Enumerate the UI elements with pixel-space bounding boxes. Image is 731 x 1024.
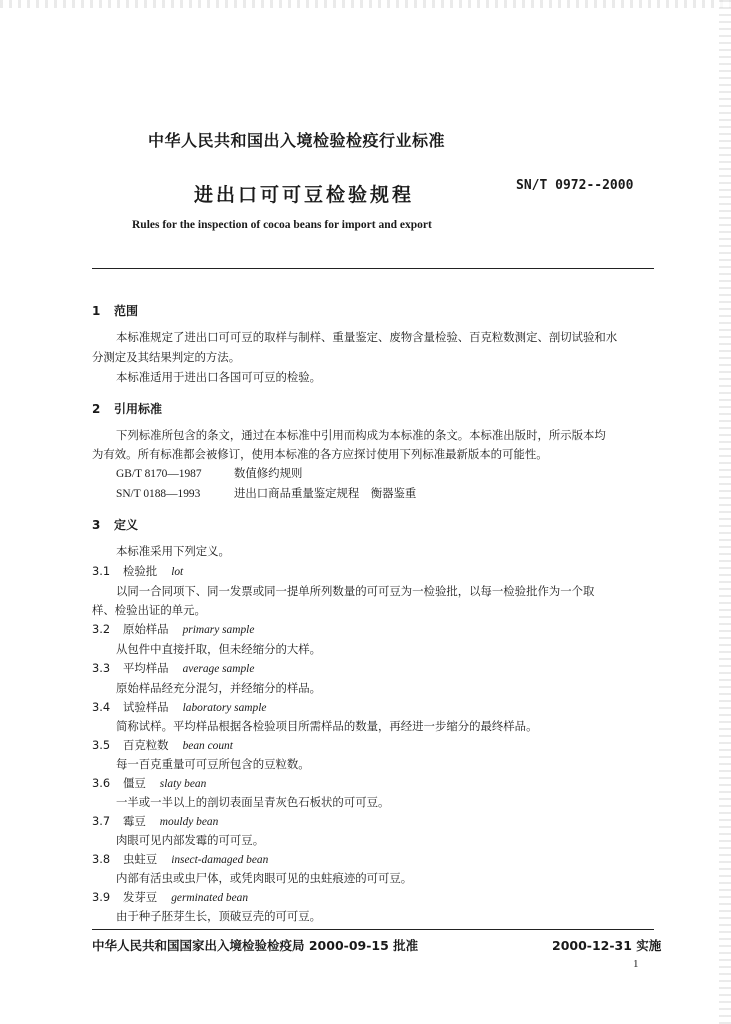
term-en: laboratory sample — [182, 702, 267, 714]
agency-header: 中华人民共和国出入境检验检疫行业标准 — [148, 131, 446, 150]
section-title: 引用标准 — [114, 402, 163, 416]
term-3-3 — [92, 663, 254, 675]
footer-rule — [92, 929, 654, 930]
reference-item — [116, 468, 302, 480]
term-en: slaty bean — [159, 778, 207, 790]
term-zh: 检验批 — [123, 564, 158, 578]
term-3-5 — [92, 740, 233, 752]
header-rule — [92, 268, 654, 269]
section-1-paragraph-line: 本标准规定了进出口可可豆的取样与制样、重量鉴定、废物含量检验、百克粒数测定、剖切试验和水 — [116, 330, 618, 344]
term-zh: 虫蛀豆 — [123, 852, 158, 866]
term-en: primary sample — [182, 624, 255, 636]
scan-edge-right — [719, 0, 731, 1024]
term-3-8 — [92, 854, 268, 866]
reference-code: GB/T 8170—1987 — [116, 468, 202, 480]
standard-number: SN/T 0972--2000 — [516, 178, 634, 193]
term-number: 3.2 — [92, 622, 111, 636]
section-title: 定义 — [114, 518, 139, 532]
reference-item — [116, 488, 416, 500]
term-zh: 原始样品 — [123, 622, 169, 636]
section-2-paragraph-line: 下列标准所包含的条文，通过在本标准中引用而构成为本标准的条文。本标准出版时，所示版本均 — [116, 428, 606, 442]
section-3-intro: 本标准采用下列定义。 — [116, 544, 230, 558]
term-3-1 — [92, 566, 183, 578]
section-2-heading — [92, 400, 162, 417]
term-en: mouldy bean — [159, 816, 219, 828]
term-number: 3.3 — [92, 661, 111, 675]
term-3-7 — [92, 816, 218, 828]
reference-name: 数值修约规则 — [234, 466, 303, 480]
term-en: germinated bean — [171, 892, 249, 904]
term-definition: 样、检验出证的单元。 — [92, 603, 206, 617]
term-zh: 发芽豆 — [123, 890, 158, 904]
term-3-6 — [92, 778, 206, 790]
term-en: bean count — [182, 740, 233, 752]
section-number: 1 — [92, 304, 101, 318]
term-en: average sample — [182, 663, 255, 675]
term-number: 3.1 — [92, 564, 111, 578]
term-3-4 — [92, 702, 266, 714]
term-definition: 每一百克重量可可豆所包含的豆粒数。 — [116, 757, 310, 771]
term-definition: 肉眼可见内部发霉的可可豆。 — [116, 833, 265, 847]
page-number: 1 — [633, 958, 639, 970]
document-title: 进出口可可豆检验规程 — [194, 184, 415, 206]
term-definition: 以同一合同项下、同一发票或同一提单所列数量的可可豆为一检验批，以每一检验批作为一个取 — [116, 584, 595, 598]
term-number: 3.7 — [92, 814, 111, 828]
section-number: 3 — [92, 518, 101, 532]
term-3-9 — [92, 892, 248, 904]
term-zh: 百克粒数 — [123, 738, 169, 752]
term-zh: 霉豆 — [123, 814, 146, 828]
document-title-english: Rules for the inspection of cocoa beans for import and export — [132, 219, 432, 231]
term-definition: 由于种子胚芽生长，顶破豆壳的可可豆。 — [116, 909, 322, 923]
term-number: 3.8 — [92, 852, 111, 866]
term-number: 3.6 — [92, 776, 111, 790]
section-2-paragraph-line: 为有效。所有标准都会被修订，使用本标准的各方应探讨使用下列标准最新版本的可能性。 — [92, 447, 548, 461]
term-en: lot — [171, 566, 184, 578]
term-number: 3.9 — [92, 890, 111, 904]
term-definition: 原始样品经充分混匀，并经缩分的样品。 — [116, 681, 322, 695]
section-number: 2 — [92, 402, 101, 416]
reference-name: 进出口商品重量鉴定规程 衡器鉴重 — [234, 486, 417, 500]
section-1-paragraph-line: 分测定及其结果判定的方法。 — [92, 350, 241, 364]
term-number: 3.4 — [92, 700, 111, 714]
reference-code: SN/T 0188—1993 — [116, 488, 201, 500]
effective-date: 2000-12-31 实施 — [552, 938, 662, 953]
scan-edge-top — [0, 0, 731, 8]
term-en: insect-damaged bean — [171, 854, 269, 866]
section-1-paragraph: 本标准适用于进出口各国可可豆的检验。 — [116, 370, 322, 384]
term-definition: 从包件中直接扦取，但未经缩分的大样。 — [116, 642, 322, 656]
term-zh: 平均样品 — [123, 661, 169, 675]
term-number: 3.5 — [92, 738, 111, 752]
term-zh: 试验样品 — [123, 700, 169, 714]
term-3-2 — [92, 624, 254, 636]
term-definition: 内部有活虫或虫尸体，或凭肉眼可见的虫蛀痕迹的可可豆。 — [116, 871, 413, 885]
term-zh: 僵豆 — [123, 776, 146, 790]
section-title: 范围 — [114, 304, 139, 318]
approval-line: 中华人民共和国国家出入境检验检疫局 2000-09-15 批准 — [92, 938, 419, 953]
term-definition: 简称试样。平均样品根据各检验项目所需样品的数量，再经进一步缩分的最终样品。 — [116, 719, 538, 733]
section-1-heading — [92, 302, 138, 319]
term-definition: 一半或一半以上的剖切表面呈青灰色石板状的可可豆。 — [116, 795, 390, 809]
section-3-heading — [92, 516, 138, 533]
